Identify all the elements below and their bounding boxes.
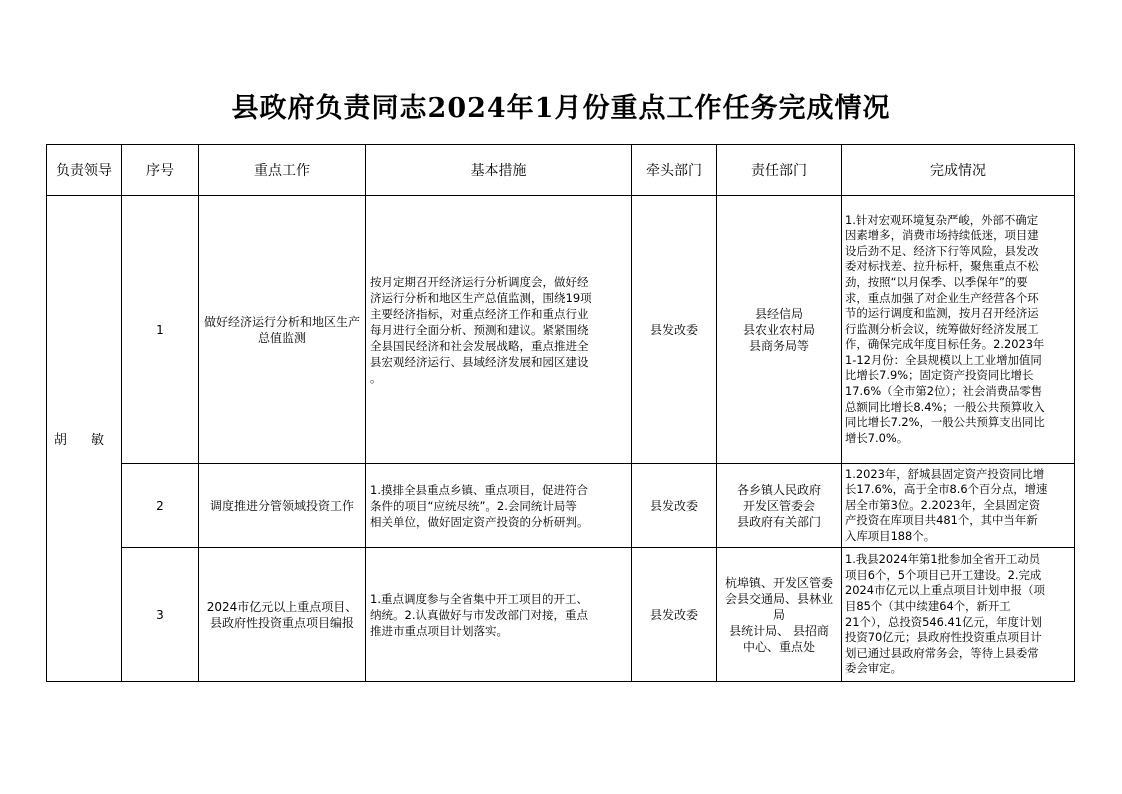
task-table	[46, 144, 1075, 682]
table-row	[47, 196, 1075, 464]
key-task: 调度推进分管领域投资工作	[199, 464, 366, 548]
key-task: 做好经济运行分析和地区生产总值监测	[199, 196, 366, 464]
resp-dept: 县经信局 县农业农村局 县商务局等	[717, 196, 842, 464]
header-leader: 负责领导	[47, 145, 122, 196]
header-key-task: 重点工作	[199, 145, 366, 196]
row-number: 2	[122, 464, 199, 548]
lead-dept: 县发改委	[632, 196, 717, 464]
table-row	[47, 464, 1075, 548]
status: 1.针对宏观环境复杂严峻，外部不确定 因素增多，消费市场持续低迷，项目建 设后劲不足、经济下行等风险，县发改 委对标找差、拉升标杆，聚焦重点不松 劲，按照“以月保季、以季保年”的要 求，重点加强了对企业生产经营各个环 节的运行调度和监测，按月召开经济运 行监测分析会议，统筹做好经济发展工 作，确保完成年度目标任务。2.2023年 1-12月份：全县规模以上工业增加值同 比增长7.9%；固定资产投资同比增长 17.6%（全市第2位）；社会消费品零售 总额同比增长8.4%；一般公共预算收入 同比增长7.2%，一般公共预算支出同比 增长7.0%。	[842, 196, 1075, 464]
lead-dept: 县发改委	[632, 548, 717, 682]
measures: 按月定期召开经济运行分析调度会，做好经 济运行分析和地区生产总值监测，围绕19项 主要经济指标，对重点经济工作和重点行业 每月进行全面分析、预测和建议。紧紧围绕 全县国民经济和社会发展战略，重点推进全 县宏观经济运行、县域经济发展和园区建设 。	[366, 196, 632, 464]
header-lead-dept: 牵头部门	[632, 145, 717, 196]
page-title: 县政府负责同志2024年1月份重点工作任务完成情况	[231, 93, 891, 124]
resp-dept: 各乡镇人民政府 开发区管委会 县政府有关部门	[717, 464, 842, 548]
row-number: 3	[122, 548, 199, 682]
header-number: 序号	[122, 145, 199, 196]
header-status: 完成情况	[842, 145, 1075, 196]
key-task: 2024市亿元以上重点项目、县政府性投资重点项目编报	[199, 548, 366, 682]
status: 1.我县2024年第1批参加全省开工动员 项目6个，5个项目已开工建设。2.完成 2024市亿元以上重点项目计划申报（项 目85个（其中续建64个，新开工 21个），总投资546.41亿元，年度计划 投资70亿元；县政府性投资重点项目计 划已通过县政府常务会，等待上县委常 委会审定。	[842, 548, 1075, 682]
table-row	[47, 548, 1075, 682]
header-resp-dept: 责任部门	[717, 145, 842, 196]
resp-dept: 杭埠镇、开发区管委 会县交通局、县林业 局 县统计局、 县招商 中心、重点处	[717, 548, 842, 682]
measures: 1.摸排全县重点乡镇、重点项目，促进符合 条件的项目“应统尽统”。2.会同统计局等 相关单位，做好固定资产投资的分析研判。	[366, 464, 632, 548]
header-row	[47, 145, 1075, 196]
status: 1.2023年，舒城县固定资产投资同比增 长17.6%，高于全市8.6个百分点，增速 居全市第3位。2.2023年，全县固定资 产投资在库项目共481个，其中当年新 入库项目188个。	[842, 464, 1075, 548]
lead-dept: 县发改委	[632, 464, 717, 548]
header-measures: 基本措施	[366, 145, 632, 196]
measures: 1.重点调度参与全省集中开工项目的开工、 纳统。2.认真做好与市发改部门对接，重点 推进市重点项目计划落实。	[366, 548, 632, 682]
row-number: 1	[122, 196, 199, 464]
leader-cell: 胡 敏	[47, 196, 122, 682]
